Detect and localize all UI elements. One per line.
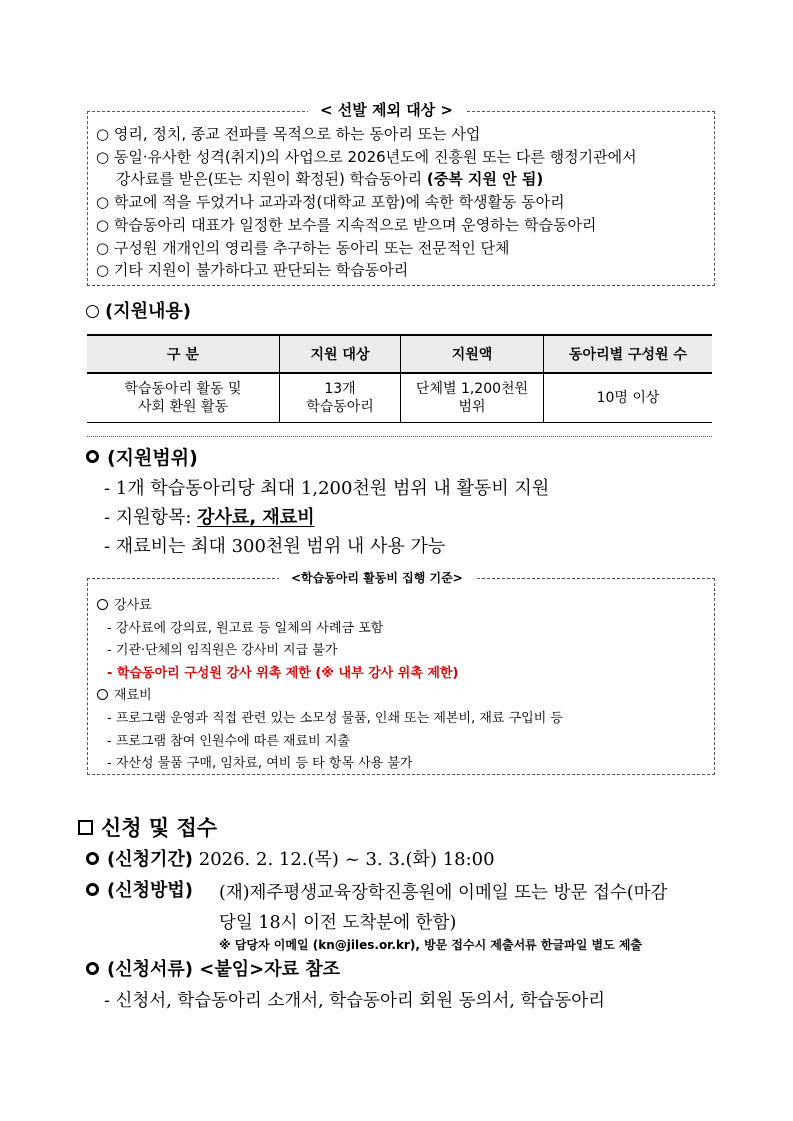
application-heading: 신청 및 접수 bbox=[78, 814, 217, 842]
circle-bullet-icon bbox=[86, 305, 99, 318]
table-row bbox=[87, 373, 712, 423]
header-amount: 지원액 bbox=[401, 335, 544, 373]
material-title: 재료비 bbox=[97, 685, 563, 708]
support-table bbox=[87, 334, 712, 423]
application-method-note: ※ 담당자 이메일 (kn@jiles.or.kr), 방문 접수시 제출서류 한글파일 별도 제출 bbox=[219, 938, 643, 952]
circle-bullet-icon bbox=[97, 689, 108, 700]
instructor-restriction: - 학습동아리 구성원 강사 위촉 제한 (※ 내부 강사 위촉 제한) bbox=[107, 665, 459, 681]
scope-items-bold: 강사료, 재료비 bbox=[197, 507, 315, 528]
square-bullet-icon bbox=[78, 820, 93, 835]
exclusion-box-title: < 선발 제외 대상 > bbox=[308, 99, 465, 121]
circle-bullet-icon bbox=[86, 962, 99, 975]
scope-line-3: - 재료비는 최대 300천원 범위 내 사용 가능 bbox=[104, 536, 446, 557]
application-method: (신청방법) bbox=[86, 878, 193, 904]
header-members: 동아리별 구성원 수 bbox=[544, 335, 713, 373]
support-scope-heading: (지원범위) bbox=[86, 446, 198, 470]
instructor-item-2: - 기관·단체의 임직원은 강사비 지급 불가 bbox=[107, 643, 338, 659]
scope-line-2: - 지원항목: 강사료, 재료비 bbox=[104, 507, 315, 528]
exclusion-item-3: ○ 학교에 적을 두었거나 교과과정(대학교 포함)에 속한 학생활동 동아리 bbox=[96, 193, 565, 212]
criteria-list bbox=[97, 595, 563, 776]
application-docs: (신청서류) <붙임>자료 참조 bbox=[86, 957, 340, 983]
circle-bullet-icon bbox=[86, 883, 99, 896]
header-category: 구 분 bbox=[87, 335, 280, 373]
exclusion-item-2: ○ 동일·유사한 성격(취지)의 사업으로 2026년도에 진흥원 또는 다른 행정기관에서 bbox=[96, 147, 637, 166]
cell-target: 13개 학습동아리 bbox=[280, 373, 401, 423]
cell-category: 학습동아리 활동 및 사회 환원 활동 bbox=[87, 373, 280, 423]
cell-amount: 단체별 1,200천원 범위 bbox=[401, 373, 544, 423]
instructor-title: 강사료 bbox=[97, 595, 563, 618]
criteria-box-title: <학습동아리 활동비 집행 기준> bbox=[279, 569, 475, 587]
exclusion-list bbox=[96, 123, 637, 282]
circle-bullet-icon bbox=[97, 599, 108, 610]
table-header-row bbox=[87, 335, 712, 373]
material-item-2: - 프로그램 참여 인원수에 따른 재료비 지출 bbox=[107, 733, 350, 749]
exclusion-item-1: ○ 영리, 정치, 종교 전파를 목적으로 하는 동아리 또는 사업 bbox=[96, 125, 481, 143]
support-scope-lines bbox=[104, 474, 549, 561]
material-item-3: - 자산성 물품 구매, 임차료, 여비 등 타 항목 사용 불가 bbox=[107, 756, 413, 772]
exclusion-item-6: ○ 기타 지원이 불가하다고 판단되는 학습동아리 bbox=[96, 261, 409, 280]
exclusion-item-2-text: 강사료를 받은(또는 지원이 확정된) 학습동아리 bbox=[116, 170, 427, 189]
instructor-item-1: - 강사료에 강의료, 원고료 등 일체의 사례금 포함 bbox=[107, 620, 384, 636]
scope-line-1: - 1개 학습동아리당 최대 1,200천원 범위 내 활동비 지원 bbox=[104, 478, 550, 499]
exclusion-item-2-cont bbox=[96, 168, 637, 191]
application-method-text: (재)제주평생교육장학진흥원에 이메일 또는 방문 접수(마감 당일 18시 이전 도착분에 한함) bbox=[219, 883, 668, 933]
circle-bullet-icon bbox=[86, 852, 99, 865]
exclusion-item-2-bold: (중복 지원 안 됨) bbox=[426, 170, 544, 189]
support-content-heading: (지원내용) bbox=[86, 300, 191, 324]
cell-members: 10명 이상 bbox=[544, 373, 713, 423]
table-bottom-divider bbox=[87, 436, 712, 437]
exclusion-item-5: ○ 구성원 개개인의 영리를 추구하는 동아리 또는 전문적인 단체 bbox=[96, 238, 510, 257]
circle-bullet-icon bbox=[86, 450, 99, 463]
exclusion-item-4: ○ 학습동아리 대표가 일정한 보수를 지속적으로 받으며 운영하는 학습동아리 bbox=[96, 215, 597, 234]
header-target: 지원 대상 bbox=[280, 335, 401, 373]
application-docs-line: - 신청서, 학습동아리 소개서, 학습동아리 회원 동의서, 학습동아리 bbox=[104, 991, 606, 1011]
material-item-1: - 프로그램 운영과 직접 관련 있는 소모성 물품, 인쇄 또는 제본비, 재료 구입비 등 bbox=[107, 710, 563, 726]
application-period: (신청기간) 2026. 2. 12.(목) ~ 3. 3.(화) 18:00 bbox=[86, 847, 495, 873]
